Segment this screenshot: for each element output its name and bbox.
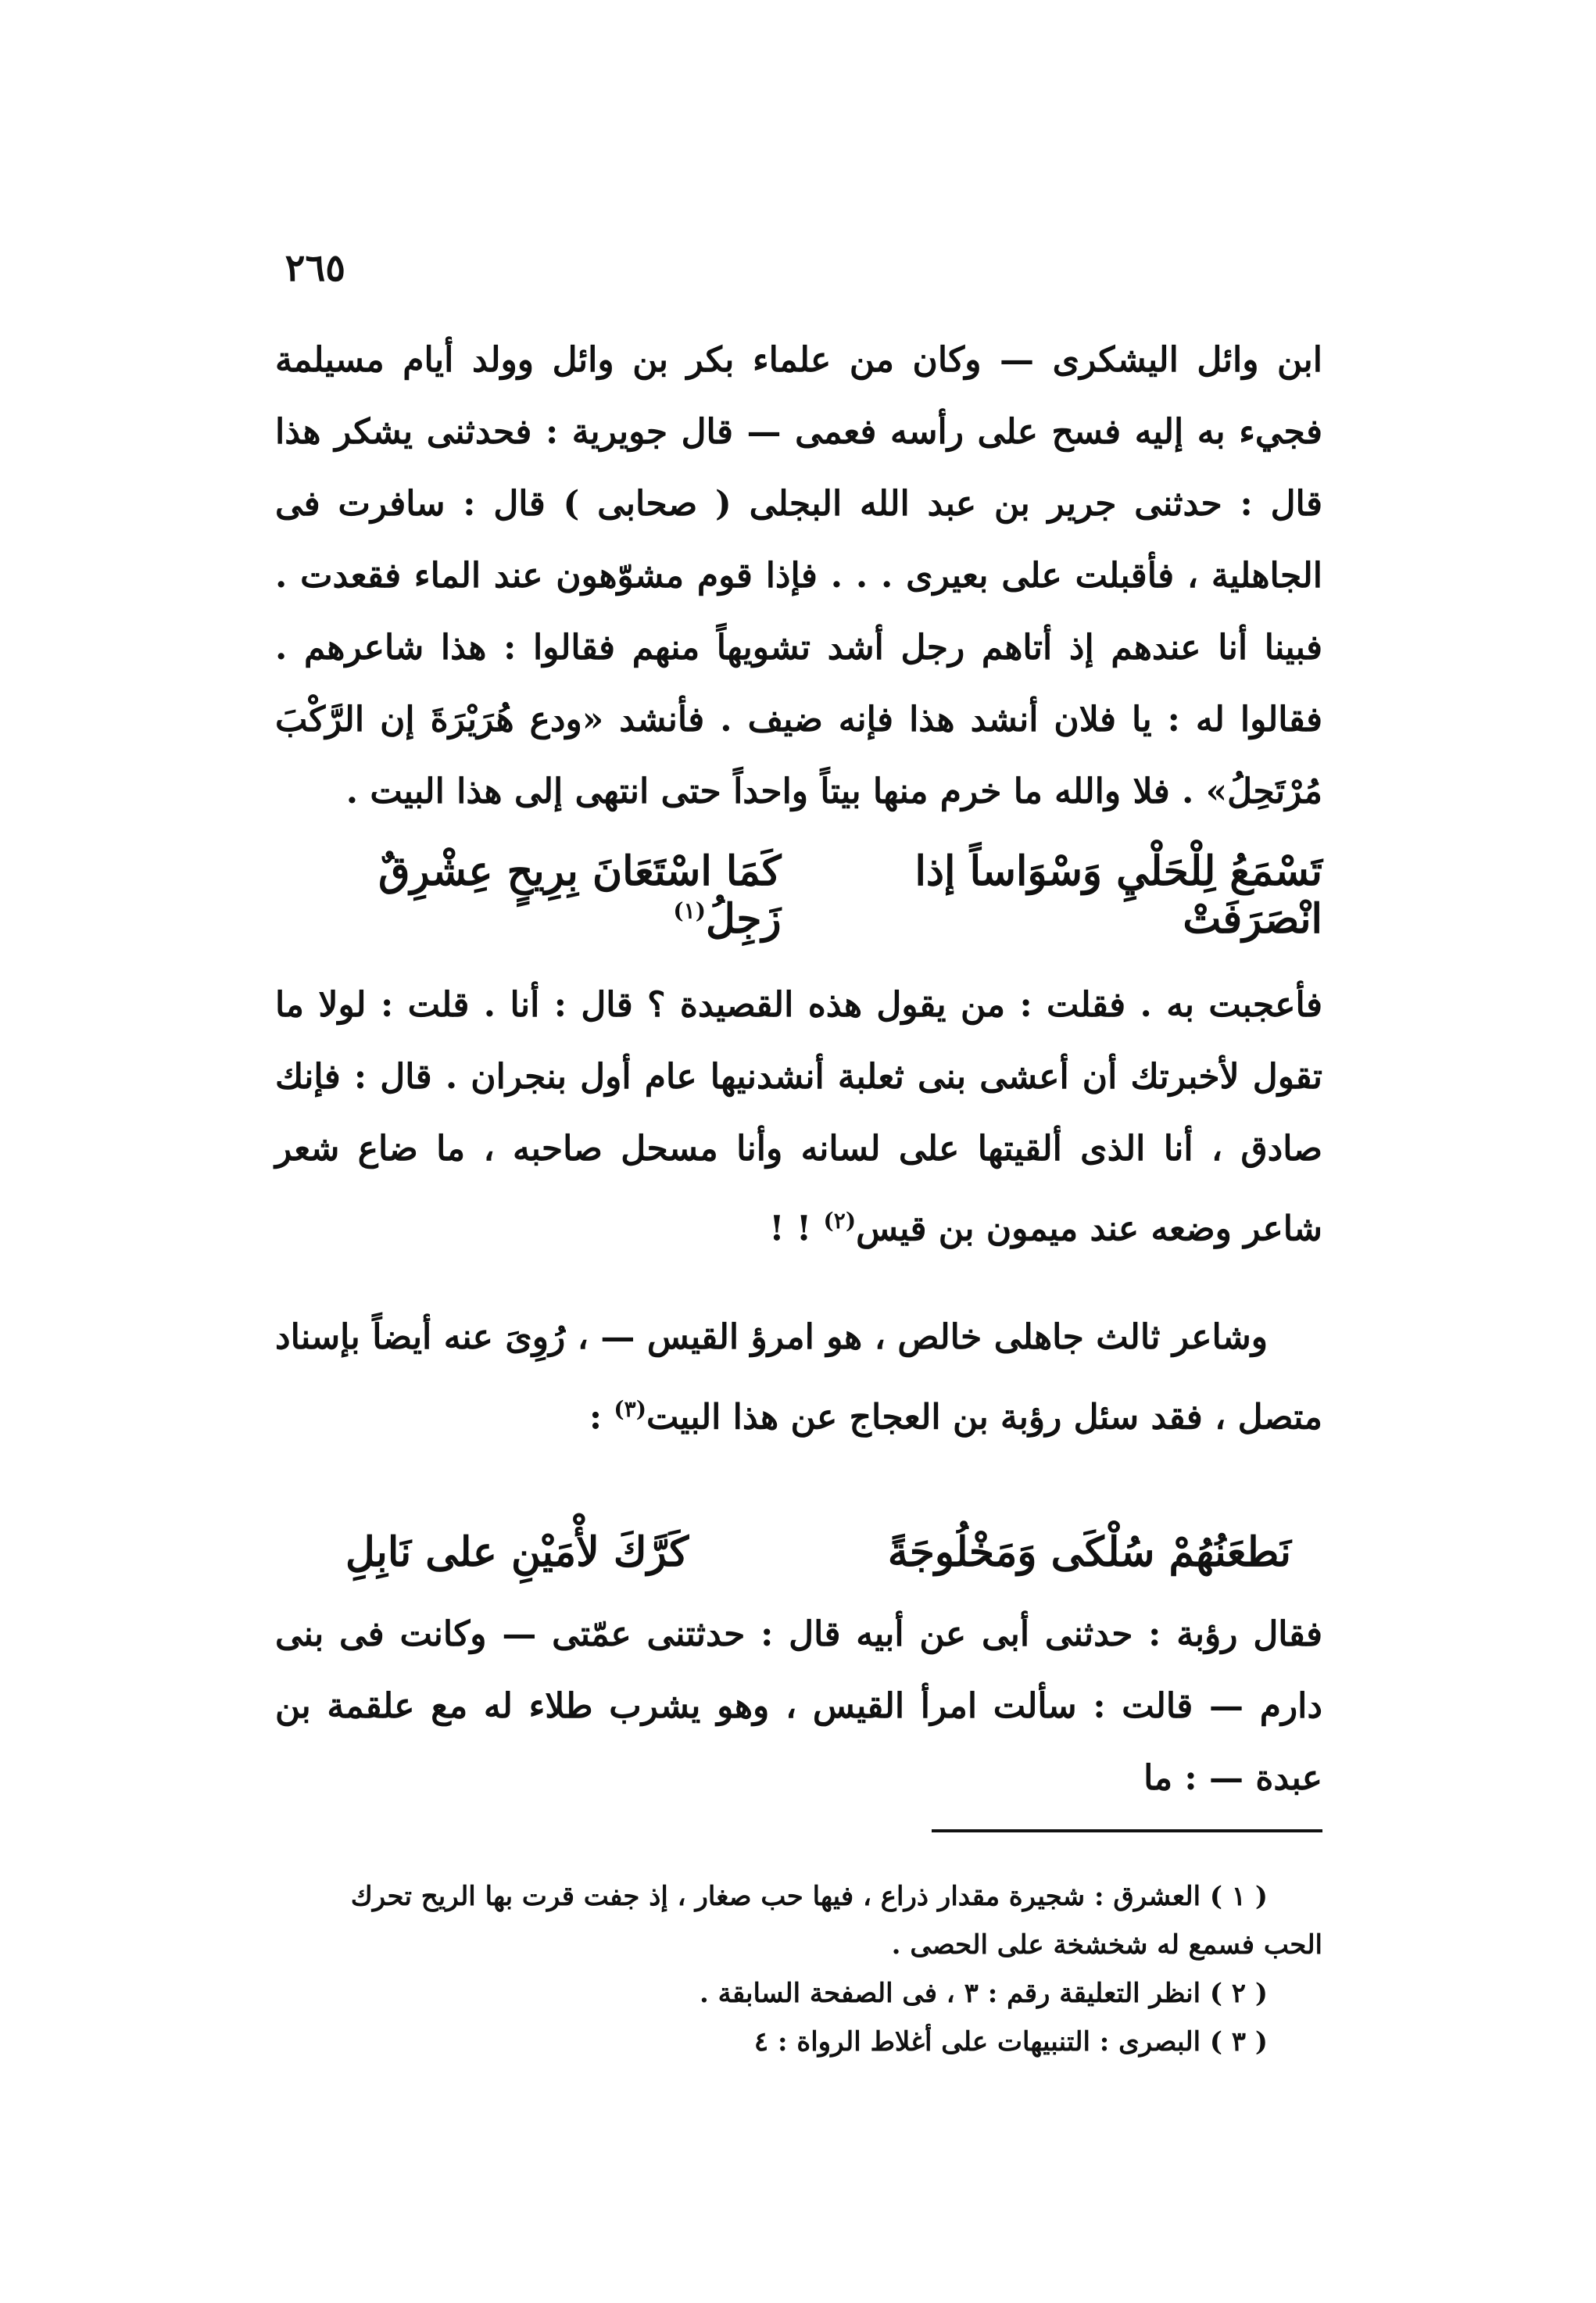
paragraph-2-end: ! ! (769, 1209, 824, 1249)
verse-2-first-hemistich: نَطعَنُهُمْ سُلْكَى وَمَخْلُوجَةً (887, 1528, 1291, 1576)
paragraph-2-footnote-mark: (٢) (823, 1208, 857, 1234)
verse-2 (275, 1513, 1322, 1591)
paragraph-3 (275, 1302, 1322, 1454)
verse-1-first-hemistich: تَسْمَعُ لِلْحَلْيِ وَسْوَاساً إذا انْصَرَفَتْ (914, 847, 1322, 943)
footnotes (275, 1872, 1322, 2066)
footnote-separator (932, 1829, 1322, 1832)
footnote-2: ( ٢ ) انظر التعليقة رقم : ٣ ، فى الصفحة السابقة . (699, 1978, 1268, 2009)
paragraph-3-footnote-mark: (٣) (614, 1396, 646, 1422)
paragraph-3-text: وشاعر ثالث جاهلى خالص ، هو امرؤ القيس — ، رُوِىَ عنه أيضاً بإسناد متصل ، فقد سئل رؤبة بن العجاج عن هذا البيت (275, 1317, 1322, 1438)
footnote-3: ( ٣ ) البصرى : التنبيهات على أغلاط الرواة : ٤ (753, 2026, 1268, 2058)
paragraph-1: ابن وائل اليشكرى — وكان من علماء بكر بن وائل وولد أيام مسيلمة فجيء به إليه فسح على رأسه فعمى — قال جويرية : فحدثنى يشكر هذا قال : حدثنى جرير بن عبد الله البجلى ( صحابى ) قال : سافرت فى الجاهلية ، فأقبلت على بعيرى . . . فإذا قوم مشوّهون عند الماء فقعدت . فبينا أنا عندهم إذ أتاهم رجل أشد تشويهاً منهم فقالوا : هذا شاعرهم . فقالوا له : يا فلان أنشد هذا فإنه ضيف . فأنشد «ودع هُرَيْرَةَ إن الرَّكْبَ مُرْتَحِلُ» . فلا والله ما خرم منها بيتاً واحداً حتى انتهى إلى هذا البيت . (275, 340, 1322, 811)
footnote-1: ( ١ ) العشرق : شجيرة مقدار ذراع ، فيها حب صغار ، إذ جفت قرت بها الريح تحرك (350, 1881, 1268, 1912)
verse-1-second-text: كَمَا اسْتَعَانَ بِرِيحٍ عِشْرِقٌ زَجِلُ (378, 847, 782, 943)
verse-2-second-hemistich: كَرَّكَ لأْمَيْنِ على نَابِلِ (345, 1528, 689, 1576)
verse-1 (275, 847, 1322, 943)
page-number: ٢٦٥ (284, 246, 345, 290)
paragraph-4: فقال رؤبة : حدثنى أبى عن أبيه قال : حدثتنى عمّتى — وكانت فى بنى دارم — قالت : سألت امرأ القيس ، وهو يشرب طلاء له مع علقمة بن عبدة — : ما (275, 1614, 1322, 1798)
paragraph-2 (275, 969, 1322, 1266)
verse-1-footnote-mark: (١) (673, 897, 706, 924)
paragraph-2-text: فأعجبت به . فقلت : من يقول هذه القصيدة ؟ قال : أنا . قلت : لولا ما تقول لأخبرتك أن أعشى بنى ثعلبة أنشدنيها عام أول بنجران . قال : فإنك صادق ، أنا الذى ألقيتها على لسانه وأنا مسحل صاحبه ، ما ضاع شعر شاعر وضعه عند ميمون بن قيس (275, 985, 1322, 1249)
verse-1-second-hemistich (275, 847, 782, 943)
paragraph-3-end: : (589, 1397, 614, 1438)
footnote-1-continuation: الحب فسمع له شخشخة على الحصى . (891, 1929, 1322, 1961)
